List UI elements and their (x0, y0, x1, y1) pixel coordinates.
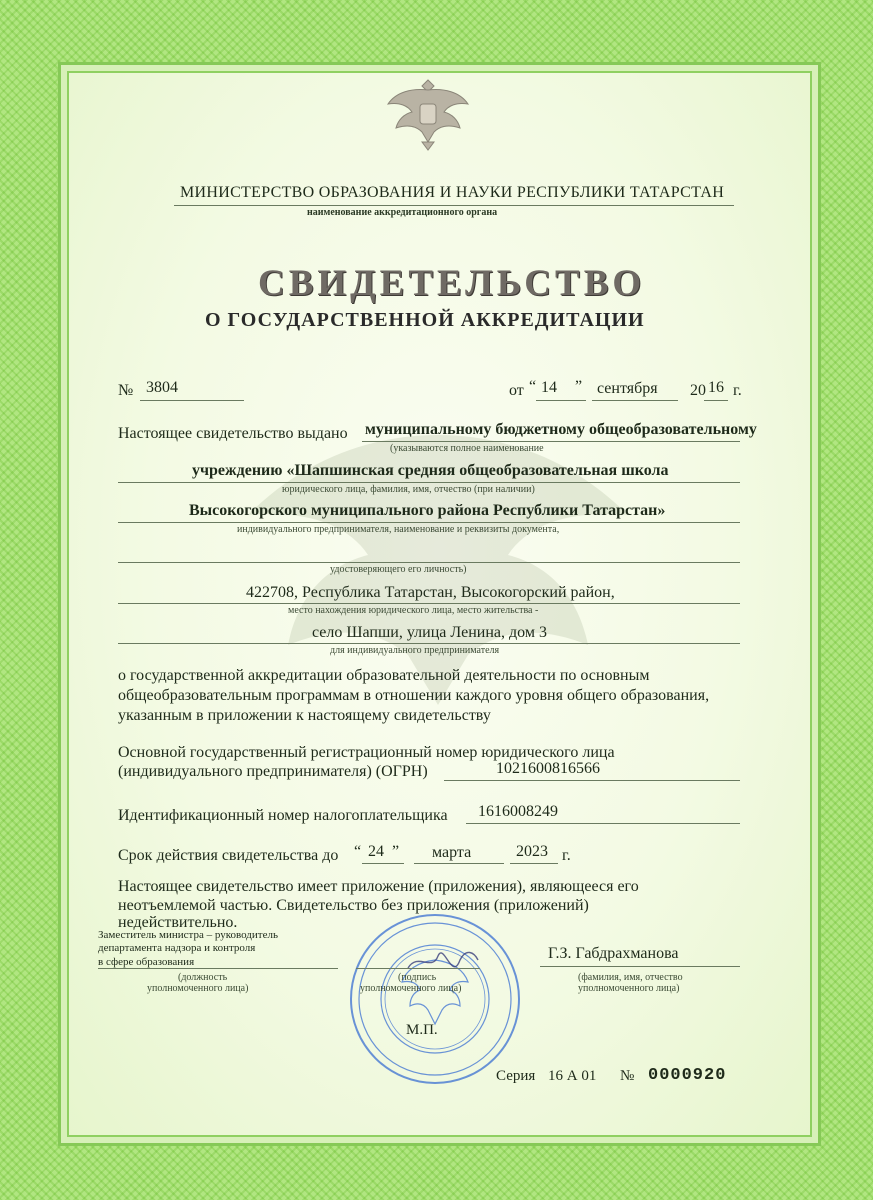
accreditation-text-3: указанным в приложении к настоящему свидетельству (118, 707, 491, 724)
validity-day: 24 (368, 843, 384, 860)
caption-signature-2: уполномоченного лица) (360, 983, 462, 994)
caption-4: удостоверяющего его личность) (330, 564, 467, 575)
caption-name-1: (фамилия, имя, отчество (578, 972, 683, 983)
date-suffix: г. (733, 382, 742, 399)
date-year-suffix: 16 (708, 379, 724, 396)
date-month: сентября (597, 380, 658, 397)
series-number-sign: № (620, 1068, 635, 1084)
series-number: 0000920 (648, 1066, 727, 1085)
caption-position-1: (должность (178, 972, 228, 983)
validity-year: 2023 (516, 843, 548, 860)
signer-name: Г.З. Габдрахманова (548, 945, 679, 962)
certificate-number: 3804 (146, 379, 178, 396)
coat-of-arms-icon (382, 70, 474, 152)
caption-2: юридического лица, фамилия, имя, отчество (при наличии) (282, 484, 535, 495)
official-seal-icon (348, 912, 522, 1086)
appendix-text-3: недействительно. (118, 914, 238, 931)
date-quote-open: “ (529, 378, 537, 395)
caption-signature-1: (подпись (398, 972, 437, 983)
seal-mark-label: М.П. (406, 1022, 438, 1038)
ogrn-label-1: Основной государственный регистрационный номер юридического лица (118, 744, 615, 761)
holder-name-line-1: муниципальному бюджетному общеобразовательному (365, 421, 757, 438)
ogrn-label-2: (индивидуального предпринимателя) (ОГРН) (118, 763, 428, 780)
issued-lead: Настоящее свидетельство выдано (118, 425, 348, 442)
caption-3: индивидуального предпринимателя, наименование и реквизиты документа, (237, 524, 560, 535)
series-label: Серия (496, 1068, 536, 1084)
address-line-1: 422708, Республика Татарстан, Высокогорский район, (246, 584, 615, 601)
signer-position-2: департамента надзора и контроля (98, 942, 256, 954)
document-title: СВИДЕТЕЛЬСТВО (258, 263, 646, 304)
holder-name-line-3: Высокогорского муниципального района Республики Татарстан» (189, 502, 666, 519)
number-sign: № (118, 382, 134, 399)
caption-name-2: уполномоченного лица) (578, 983, 680, 994)
date-quote-close: ” (575, 378, 583, 395)
caption-position-2: уполномоченного лица) (147, 983, 249, 994)
validity-quote-close: ” (392, 843, 400, 860)
date-prefix: от (509, 382, 524, 399)
organ-caption: наименование аккредитационного органа (307, 207, 498, 218)
date-year-prefix: 20 (690, 382, 706, 399)
date-day: 14 (541, 379, 557, 396)
appendix-text-1: Настоящее свидетельство имеет приложение (приложения), являющееся его (118, 878, 639, 895)
accreditation-text-1: о государственной аккредитации образовательной деятельности по основным (118, 667, 650, 684)
inn-label: Идентификационный номер налогоплательщика (118, 807, 448, 824)
caption-5: место нахождения юридического лица, место жительства - (288, 605, 539, 616)
document-subtitle: О ГОСУДАРСТВЕННОЙ АККРЕДИТАЦИИ (205, 309, 645, 331)
validity-suffix: г. (562, 847, 571, 864)
signer-position-1: Заместитель министра – руководитель (98, 929, 278, 941)
caption-6: для индивидуального предпринимателя (330, 645, 500, 656)
holder-name-line-2: учреждению «Шапшинская средняя общеобразовательная школа (192, 462, 669, 479)
validity-quote-open: “ (354, 843, 362, 860)
signer-position-3: в сфере образования (98, 956, 195, 968)
inn-value: 1616008249 (478, 803, 558, 820)
validity-month: марта (432, 844, 472, 861)
appendix-text-2: неотъемлемой частью. Свидетельство без приложения (приложений) (118, 897, 589, 914)
accreditation-organ: МИНИСТЕРСТВО ОБРАЗОВАНИЯ И НАУКИ РЕСПУБЛИКИ ТАТАРСТАН (180, 184, 725, 201)
validity-label: Срок действия свидетельства до (118, 847, 339, 864)
accreditation-text-2: общеобразовательным программам в отношении каждого уровня общего образования, (118, 687, 710, 704)
ogrn-value: 1021600816566 (496, 760, 600, 777)
series-value: 16 А 01 (548, 1068, 597, 1084)
address-line-2: село Шапши, улица Ленина, дом 3 (312, 624, 547, 641)
caption-1: (указываются полное наименование (390, 443, 544, 454)
